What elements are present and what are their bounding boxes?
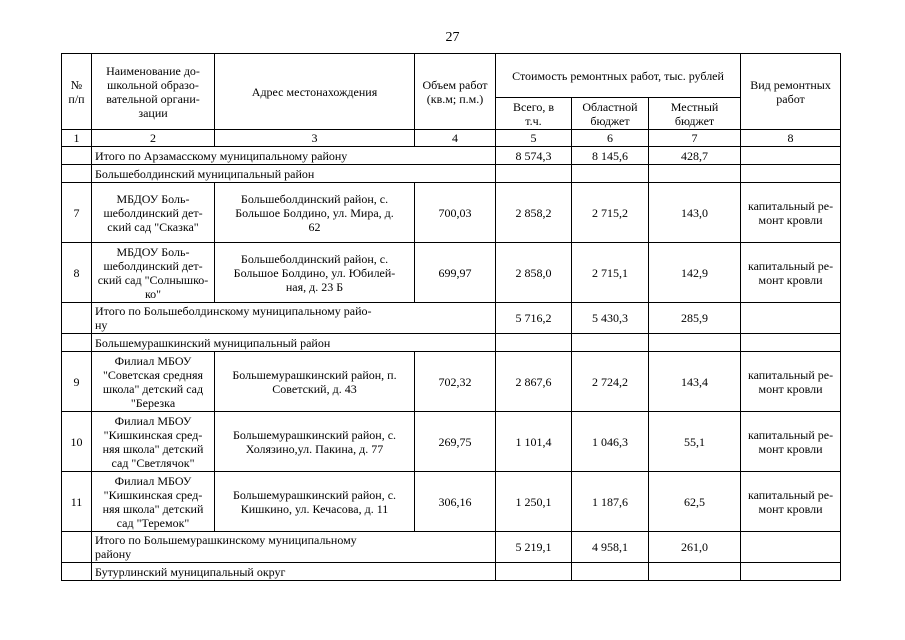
subtotal-total: 5 219,1 — [496, 532, 572, 563]
institution-name: Филиал МБОУ "Кишкинская сред- няя школа" детский сад "Теремок" — [92, 472, 215, 532]
empty-cell — [62, 532, 92, 563]
empty-cell — [741, 334, 841, 352]
header-total: Всего, в т.ч. — [496, 98, 572, 130]
empty-cell — [62, 147, 92, 165]
cost-local: 62,5 — [649, 472, 741, 532]
repair-kind: капитальный ре- монт кровли — [741, 412, 841, 472]
empty-cell — [572, 165, 649, 183]
column-number-cell: 8 — [741, 130, 841, 147]
cost-local: 55,1 — [649, 412, 741, 472]
row-number: 11 — [62, 472, 92, 532]
section-row — [62, 165, 841, 183]
section-row — [62, 334, 841, 352]
subtotal-local: 261,0 — [649, 532, 741, 563]
work-volume: 306,16 — [415, 472, 496, 532]
section-label: Большемурашкинский муниципальный район — [92, 334, 496, 352]
section-label: Большеболдинский муниципальный район — [92, 165, 496, 183]
empty-cell — [741, 532, 841, 563]
subtotal-regional: 8 145,6 — [572, 147, 649, 165]
empty-cell — [62, 563, 92, 581]
subtotal-row — [62, 303, 841, 334]
cost-regional: 2 715,1 — [572, 243, 649, 303]
repair-kind: капитальный ре- монт кровли — [741, 243, 841, 303]
table-row — [62, 412, 841, 472]
empty-cell — [496, 334, 572, 352]
cost-local: 143,4 — [649, 352, 741, 412]
institution-address: Большемурашкинский район, с. Кишкино, ул. Кечасова, д. 11 — [215, 472, 415, 532]
subtotal-regional: 5 430,3 — [572, 303, 649, 334]
work-volume: 700,03 — [415, 183, 496, 243]
subtotal-label: Итого по Большемурашкинскому муниципальному району — [92, 532, 496, 563]
cost-regional: 1 046,3 — [572, 412, 649, 472]
institution-address: Большеболдинский район, с. Большое Болдино, ул. Юбилей- ная, д. 23 Б — [215, 243, 415, 303]
subtotal-local: 285,9 — [649, 303, 741, 334]
column-number-cell: 6 — [572, 130, 649, 147]
row-number: 10 — [62, 412, 92, 472]
table-row — [62, 352, 841, 412]
empty-cell — [496, 563, 572, 581]
institution-name: Филиал МБОУ "Советская средняя школа" детский сад "Березка — [92, 352, 215, 412]
institution-address: Большеболдинский район, с. Большое Болдино, ул. Мира, д. 62 — [215, 183, 415, 243]
cost-local: 143,0 — [649, 183, 741, 243]
table-row — [62, 183, 841, 243]
repair-kind: капитальный ре- монт кровли — [741, 183, 841, 243]
header-kind: Вид ремонтных работ — [741, 54, 841, 130]
empty-cell — [649, 334, 741, 352]
institution-address: Большемурашкинский район, п. Советский, д. 43 — [215, 352, 415, 412]
column-number-cell: 7 — [649, 130, 741, 147]
empty-cell — [741, 563, 841, 581]
subtotal-regional: 4 958,1 — [572, 532, 649, 563]
cost-local: 142,9 — [649, 243, 741, 303]
repair-kind: капитальный ре- монт кровли — [741, 472, 841, 532]
header-volume: Объем работ (кв.м; п.м.) — [415, 54, 496, 130]
subtotal-total: 8 574,3 — [496, 147, 572, 165]
cost-regional: 2 724,2 — [572, 352, 649, 412]
cost-total: 2 858,0 — [496, 243, 572, 303]
cost-regional: 1 187,6 — [572, 472, 649, 532]
cost-total: 2 867,6 — [496, 352, 572, 412]
subtotal-local: 428,7 — [649, 147, 741, 165]
row-number: 7 — [62, 183, 92, 243]
empty-cell — [572, 563, 649, 581]
subtotal-row — [62, 532, 841, 563]
cost-total: 1 250,1 — [496, 472, 572, 532]
header-cost-group: Стоимость ремонтных работ, тыс. рублей — [496, 54, 741, 98]
work-volume: 702,32 — [415, 352, 496, 412]
empty-cell — [741, 147, 841, 165]
repair-cost-table — [61, 53, 841, 581]
subtotal-row — [62, 147, 841, 165]
header-local: Местный бюджет — [649, 98, 741, 130]
subtotal-total: 5 716,2 — [496, 303, 572, 334]
empty-cell — [649, 563, 741, 581]
row-number: 8 — [62, 243, 92, 303]
column-number-cell: 3 — [215, 130, 415, 147]
institution-address: Большемурашкинский район, с. Холязино,ул. Пакина, д. 77 — [215, 412, 415, 472]
empty-cell — [62, 165, 92, 183]
cost-total: 2 858,2 — [496, 183, 572, 243]
work-volume: 699,97 — [415, 243, 496, 303]
page-number: 27 — [445, 30, 460, 45]
institution-name: Филиал МБОУ "Кишкинская сред- няя школа" детский сад "Светлячок" — [92, 412, 215, 472]
column-number-cell: 1 — [62, 130, 92, 147]
cost-regional: 2 715,2 — [572, 183, 649, 243]
empty-cell — [741, 165, 841, 183]
header-regional: Областной бюджет — [572, 98, 649, 130]
column-number-cell: 4 — [415, 130, 496, 147]
column-number-cell: 5 — [496, 130, 572, 147]
table-row — [62, 243, 841, 303]
empty-cell — [741, 303, 841, 334]
work-volume: 269,75 — [415, 412, 496, 472]
cost-total: 1 101,4 — [496, 412, 572, 472]
header-num: № п/п — [62, 54, 92, 130]
subtotal-label: Итого по Арзамасскому муниципальному району — [92, 147, 496, 165]
table-row — [62, 472, 841, 532]
empty-cell — [649, 165, 741, 183]
empty-cell — [572, 334, 649, 352]
header-address: Адрес местонахождения — [215, 54, 415, 130]
empty-cell — [62, 303, 92, 334]
empty-cell — [496, 165, 572, 183]
column-number-cell: 2 — [92, 130, 215, 147]
header-name: Наименование до- школьной образо- вательной органи- зации — [92, 54, 215, 130]
column-number-row — [62, 130, 841, 147]
repair-kind: капитальный ре- монт кровли — [741, 352, 841, 412]
section-label: Бутурлинский муниципальный округ — [92, 563, 496, 581]
institution-name: МБДОУ Боль- шеболдинский дет- ский сад "Солнышко- ко" — [92, 243, 215, 303]
section-row — [62, 563, 841, 581]
empty-cell — [62, 334, 92, 352]
institution-name: МБДОУ Боль- шеболдинский дет- ский сад "Сказка" — [92, 183, 215, 243]
row-number: 9 — [62, 352, 92, 412]
subtotal-label: Итого по Большеболдинскому муниципальному райо- ну — [92, 303, 496, 334]
